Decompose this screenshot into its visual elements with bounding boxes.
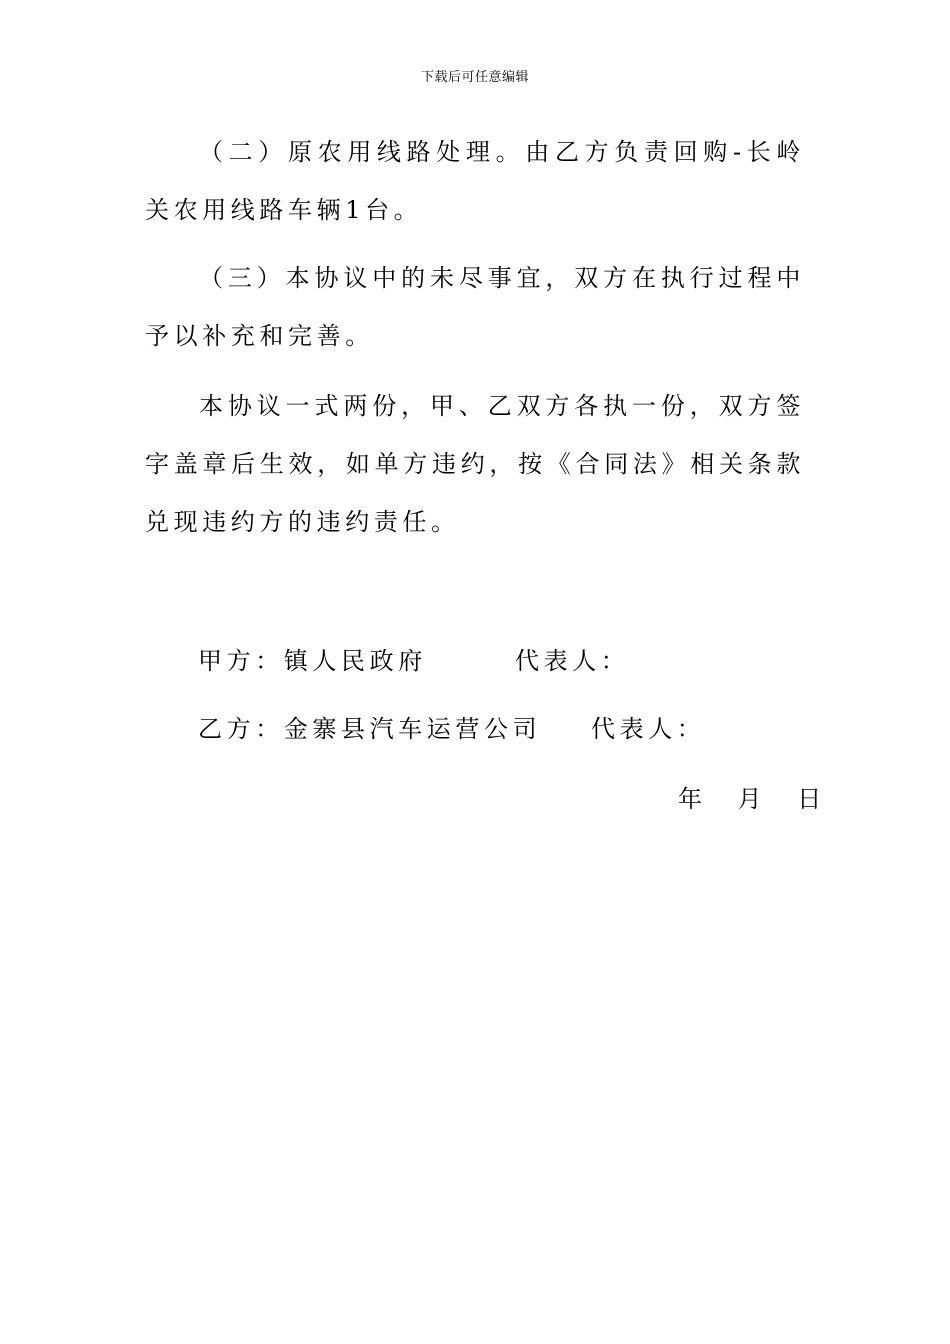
clause-two-paragraph: （二）原农用线路处理。由乙方负责回购-长岭关农用线路车辆1台。 xyxy=(145,138,805,224)
clause-three-paragraph: （三）本协议中的未尽事宜，双方在执行过程中予以补充和完善。 xyxy=(145,264,805,350)
party-a-representative: 代表人： xyxy=(515,647,630,675)
date-month: 月 xyxy=(737,785,762,813)
copies-effect-paragraph: 本协议一式两份，甲、乙双方各执一份，双方签字盖章后生效，如单方违约，按《合同法》相关条款兑现违约方的违约责任。 xyxy=(145,392,805,536)
date-year: 年 xyxy=(678,785,702,813)
date-day: 日 xyxy=(797,785,822,813)
header-note: 下载后可任意编辑 xyxy=(420,70,529,85)
date-line xyxy=(678,783,821,815)
party-a-label: 甲方：镇人民政府 xyxy=(198,647,427,675)
party-b-representative: 代表人： xyxy=(591,715,706,743)
party-b-label: 乙方：金寨县汽车运营公司 xyxy=(198,715,542,743)
